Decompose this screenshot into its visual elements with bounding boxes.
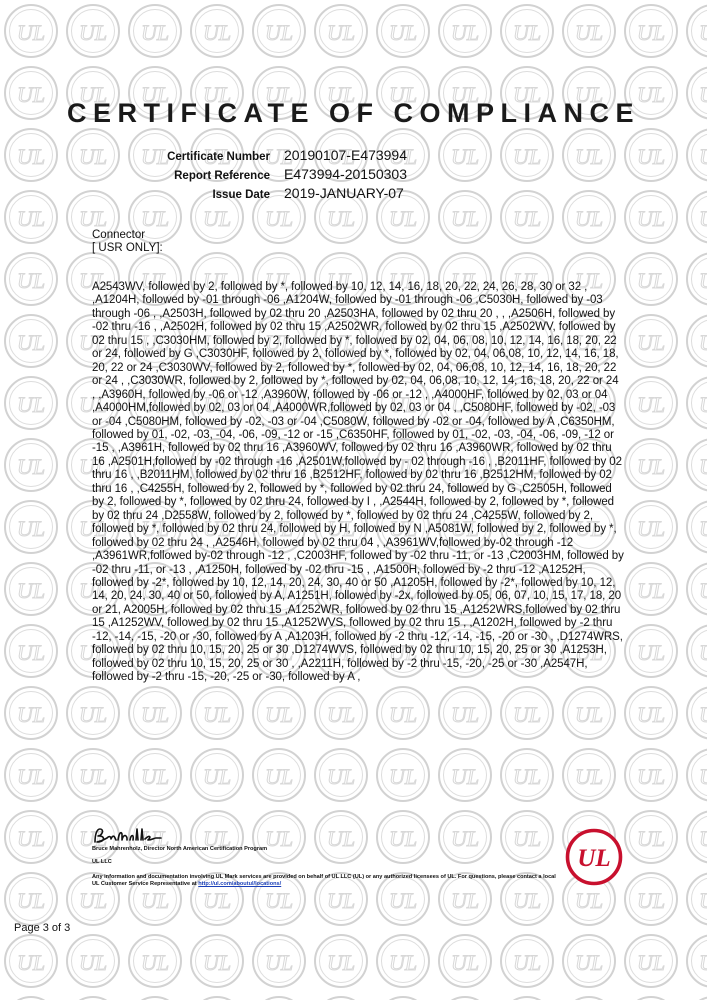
signatory-name: Bruce Mahrenholz, Director North American Certification Program — [92, 846, 268, 852]
issue-date-label: Issue Date — [212, 189, 270, 201]
locations-link[interactable]: http://ul.com/aboutul/locations/ — [198, 881, 282, 887]
ul-logo-text: UL — [577, 845, 611, 872]
product-category: [ USR ONLY]: — [92, 242, 163, 254]
certificate-number-value: 20190107-E473994 — [284, 147, 408, 163]
certificate-number-row — [130, 147, 530, 166]
report-reference-value: E473994-20150303 — [284, 166, 408, 182]
report-reference-row — [130, 166, 530, 185]
product-name: Connector — [92, 229, 146, 241]
product-info — [92, 229, 163, 255]
disclaimer-text: Any information and documentation involving UL Mark services are provided on behalf of UL LLC (UL) or any authorized licensees of UL. For questions, please contact a local UL Customer Service Representative at — [92, 874, 556, 887]
certificate-title: CERTIFICATE OF COMPLIANCE — [67, 98, 640, 128]
company-name: UL LLC — [92, 859, 112, 865]
issue-date-value: 2019-JANUARY-07 — [284, 185, 404, 201]
page-number: Page 3 of 3 — [14, 922, 71, 934]
issue-date-row — [130, 185, 530, 204]
signature-image — [91, 826, 191, 846]
ul-logo — [565, 828, 623, 886]
report-reference-label: Report Reference — [174, 170, 270, 182]
model-designations: A2543WV, followed by 2, followed by *, followed by 10, 12, 14, 16, 18, 20, 22, 24, 26, 28, 30 or 32 , ,A1204H, followed by -01 through -06 ,A1204W, followed by -01 through -06 ,C5030H, followed by -03 through -06 , ,A2503H, followed by 02 thru 20 ,A2503HA, followed by 02 thru 20 , , ,A2506H, followed by -02 thru -16 , ,A2502H, followed by 02 thru 15 ,A2502WR, followed by 02 thru 15 ,A2502WV, followed by 02 thru 15 , ,C3030HM, followed by 2, followed by *, followed by 02, 04, 06, 08, 10, 12, 14, 16, 18, 20, 22 or 24, followed by G ,C3030HF, followed by 2, followed by *, followed by 02, 04, 06,08, 10, 12, 14, 16, 18, 20, 22 or 24 ,C3030WV, followed by 2, followed by *, followed by 02, 04, 06,08, 10, 12, 14, 16, 18, 20, 22 or 24 , ,C3030WR, followed by 2, followed by *, followed by 02, 04, 06,08, 10, 12, 14, 16, 18, 20, 22 or 24 , ,A3960H, followed by -06 or -12 ,A3960W, followed by -06 or -12 , ,A4000HF, followed by 02, 03 or 04 ,A4000HM,followed by 02, 03 or 04 ,A4000WR,followed by 02, 03 or 04 , ,C5080HF, followed by -02, -03 or -04 ,C5080HM, followed by -02, -03 or -04 ,C5080W, followed by -02 or -04, followed by A ,C6350HM, followed by 01, -02, -03, -04, -06, -09, -12 or -15 ,C6350HF, followed by 01, -02, -03, -04, -06, -09, -12 or -15 , ,A3961H, followed by 02 thru 16 ,A3960WV, followed by 02 thru 16 ,A3960WR, followed by 02 thru 16 ,A2501H,followed by -02 through -16 ,A2501W,followed by - 02 through -16 , ,B2011HF, followed by 02 thru 16 , ,B2011HM, followed by 02 thru 16 ,B2512HF, followed by 02 thru 16 ,B2512HM, followed by 02 thru 16 , ,C4255H, followed by 2, followed by *, followed by 02 thru 24, followed by G ,C2505H, followed by 2, followed by *, followed by 02 thru 24, followed by I , ,A2544H, followed by 2, followed by *, followed by 02 thru 24 ,D2558W, followed by 2, followed by *, followed by 02 thru 24 ,C4255W, followed by 2, followed by *, followed by 02 thru 24, followed by H, followed by N ,A5081W, followed by 2, followed by *, followed by 02 thru 24 , ,A2546H, followed by 02 thru 04 , ,A3961WV,followed by-02 through -12 ,A3961WR,followed by-02 through -12 , ,C2003HF, followed by -02 thru -11, or -13 ,C2003HM, followed by -02 thru -11, or -13 , ,A1250H, followed by -02 thru -15 , ,A1500H, followed by -2 thru -12 ,A1252H, followed by -2*, followed by 10, 12, 14, 20, 24, 30, 40 or 50 ,A1205H, followed by -2*, followed by 10, 12, 14, 20, 24, 30, 40 or 50, followed by A, A1251H, followed by -2x, followed by 05, 06, 07, 10, 15, 17, 18, 20 or 21, A2005H, followed by 02 thru 15 ,A1252WR, followed by 02 thru 15 ,A1252WRS,followed by 02 thru 15 ,A1252WV, followed by 02 thru 15 ,A1252WVS, followed by 02 thru 15 , ,A1202H, followed by -2 thru -12, -14, -15, -20 or -30, followed by A ,A1203H, followed by -2 thru -12, -14, -15, -20 or -30 , ,D1274WRS, followed by 02 thru 10, 15, 20, 25 or 30 ,D1274WVS, followed by 02 thru 10, 15, 20, 25 or 30 ,A1253H, followed by 02 thru 10, 15, 20, 25 or 30 , ,A2211H, followed by -2 thru -15, -20, -25 or -30 ,A2547H, followed by -2 thru -15, -20, -25 or -30, followed by A , — [92, 281, 624, 684]
disclaimer — [92, 874, 562, 888]
certificate-meta — [130, 147, 530, 204]
certificate-number-label: Certificate Number — [167, 151, 270, 163]
